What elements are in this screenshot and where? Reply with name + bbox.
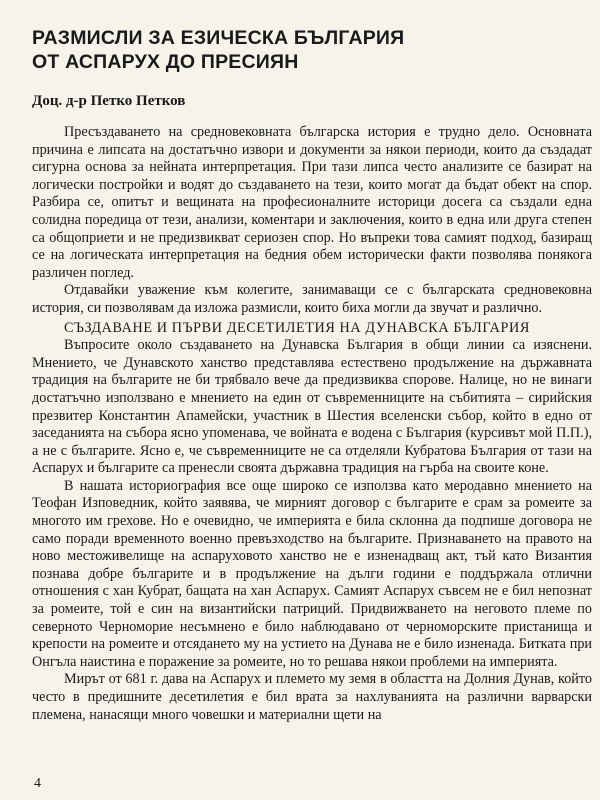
title-line-2: ОТ АСПАРУХ ДО ПРЕСИЯН [32,51,299,73]
paragraph-2: Отдавайки уважение към колегите, занимаващи се с българската средновековна история, си позволявам да изложа размисли, които биха могли да звучат и различно. [32,282,592,316]
page-number: 4 [34,776,41,791]
article-title [32,26,580,74]
section-paragraph-1: Въпросите около създаването на Дунавска България в общи линии са изяснени. Мнението, че Дунавското ханство представлява естествено продължение на държавната традиция на българите не би трябвало вече да предизвиква спорове. Налице, но не винаги достатъчно използвано е мнението на един от съвременниците на събитията – сирийския презвитер Константин Апамейски, участник в Шестия вселенски събор, който в едно от заседанията на събора ясно упоменава, че войната е водена с България (курсивът мой П.П.), а не с българите. Ясно е, че съвременниците не са отделяли Кубратова България от тази на Аспарух и българите са пренесли своята държавна традиция на гърба на своите коне. [32,337,592,477]
section-paragraph-3: Мирът от 681 г. дава на Аспарух и племето му земя в областта на Долния Дунав, който често в предишните десетилетия е бил врата за нахлуванията на различни варварски племена, нанасящи много човешки и материални щети на [32,671,592,723]
section-heading: СЪЗДАВАНЕ И ПЪРВИ ДЕСЕТИЛЕТИЯ НА ДУНАВСКА БЪЛГАРИЯ [64,319,530,336]
paragraph-1: Пресъздаването на средновековната българска история е трудно дело. Основната причина е липсата на достатъчно извори и документи за някои периоди, които да създадат сигурна основа за нейната интерпретация. При тази липса често анализите се базират на логически постройки и водят до създаването на тези, които могат да бъдат обект на спор. Разбира се, опитът и вещината на професионалните историци досега са създали една солидна поредица от тези, анализи, коментари и заключения, които в една или друга степен са общоприети и не предизвикват сериозен спор. Но въпреки това самият подход, базиращ се на логическата интерпретация на бедния обем исторически факти позволява понякога различен поглед. [32,124,592,281]
title-line-1: РАЗМИСЛИ ЗА ЕЗИЧЕСКА БЪЛГАРИЯ [32,27,405,49]
author-name: Доц. д-р Петко Петков [32,93,186,109]
article-body [32,124,592,724]
section-paragraph-2: В нашата историография все още широко се използва като меродавно мнението на Теофан Изповедник, който заявява, че мирният договор с българите е срам за ромеите за многото им грехове. Но е очевидно, че империята е била склонна да подпише договора не само поради временното военно превъзходство на българите. Признаването на правото на ново местоживелище на аспаруховото ханство не е изненадващ акт, тъй като Византия познава добре българите и в продължение на дълги години е поддържала отлични отношения с хан Кубрат, бащата на хан Аспарух. Самият Аспарух съвсем не е бил непознат за ромеите, той е син на византийски патриций. Придвижването на неговото племе по северното Черноморие несъмнено е било наблюдавано от черноморските пристанища и крепости на ромеите и отсядането му на устието на Дунава не е било изненада. Битката при Онгъла наистина е поражение за ромеите, но то решава някои проблеми на империята. [32,477,592,670]
